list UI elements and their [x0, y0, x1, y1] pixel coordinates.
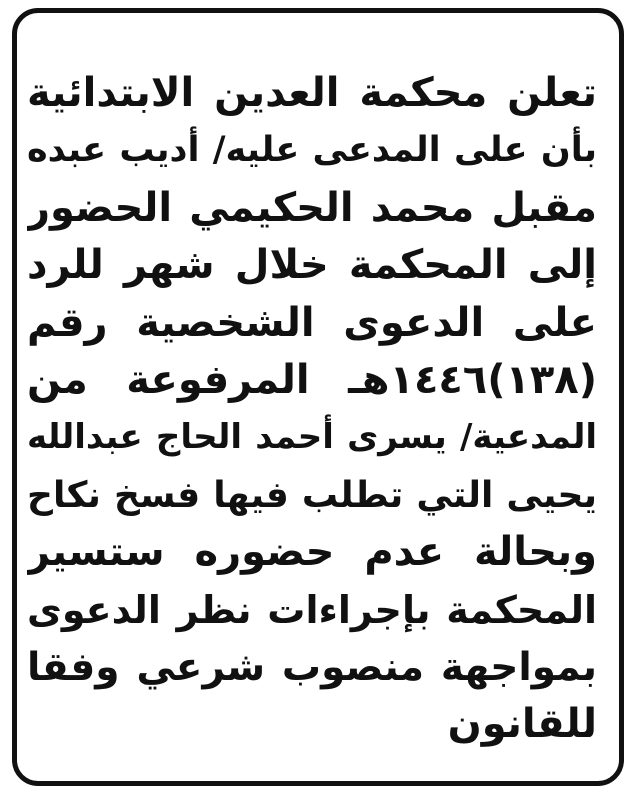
notice-line: بأن على المدعى عليه/ أديب عبده [27, 130, 597, 171]
notice-line: المحكمة بإجراءات نظر الدعوى [27, 587, 597, 632]
notice-line: إلى المحكمة خلال شهر للرد [27, 242, 597, 289]
notice-line: يحيى التي تطلب فيها فسخ نكاح [27, 474, 597, 516]
notice-line: وبحالة عدم حضوره ستسير [27, 529, 597, 576]
notice-line: للقانون [447, 701, 597, 748]
notice-line: على الدعوى الشخصية رقم [27, 299, 597, 346]
notice-line: (١٣٨)١٤٤٦هـ المرفوعة من [27, 356, 597, 403]
notice-line: بمواجهة منصوب شرعي وفقا [27, 644, 597, 690]
notice-frame [12, 8, 624, 786]
notice-line: مقبل محمد الحكيمي الحضور [27, 184, 597, 231]
notice-body [27, 65, 597, 754]
notice-line: تعلن محكمة العدين الابتدائية [27, 70, 597, 116]
notice-line: المدعية/ يسرى أحمد الحاج عبدالله [27, 417, 597, 458]
